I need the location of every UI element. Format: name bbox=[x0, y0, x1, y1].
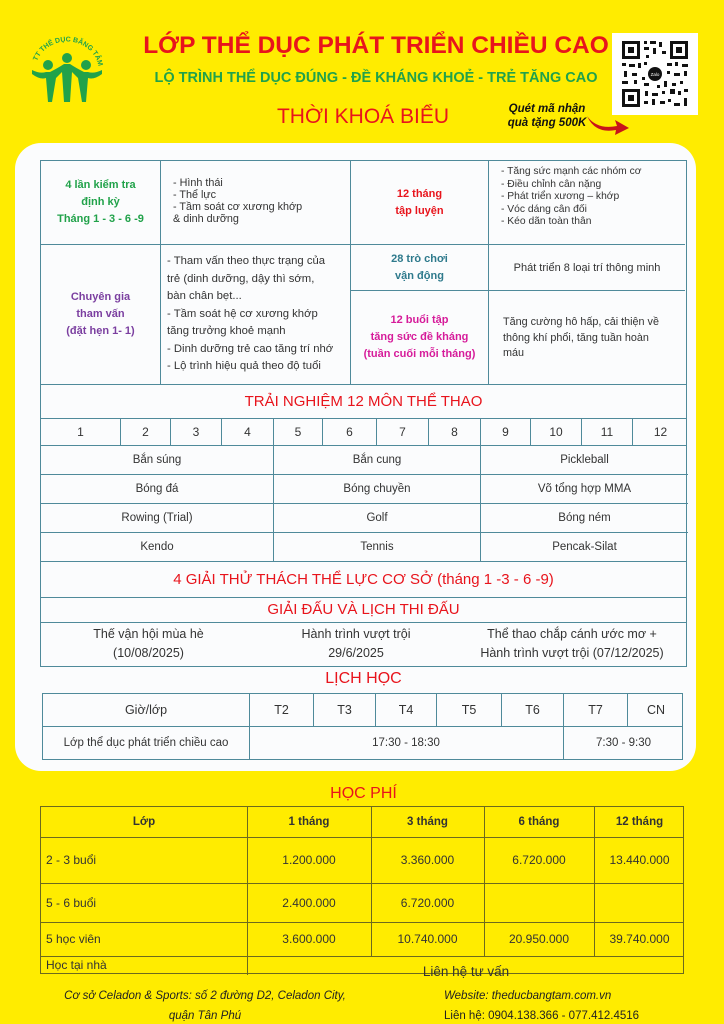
fees-title: HỌC PHÍ bbox=[330, 785, 397, 802]
month-cell: 5 bbox=[273, 418, 322, 445]
checkup-label-line: Tháng 1 - 3 - 6 -9 bbox=[57, 213, 144, 225]
day-header: T7 bbox=[563, 694, 627, 726]
month-cell: 11 bbox=[581, 418, 632, 445]
fee-col-divider bbox=[371, 807, 372, 956]
day-header: T4 bbox=[375, 694, 436, 726]
weekend-time-cell: 7:30 - 9:30 bbox=[596, 736, 651, 749]
qr-note-line2: quà tặng 500K bbox=[507, 116, 587, 129]
training-item: - Phát triển xương – khớp bbox=[501, 191, 620, 203]
month-cell: 10 bbox=[530, 418, 581, 445]
fee-price-cell bbox=[594, 883, 685, 922]
event-name: Hành trình vượt trội bbox=[301, 627, 411, 641]
training-label-line: tập luyện bbox=[395, 204, 444, 217]
class-schedule-title: LỊCH HỌC bbox=[325, 670, 402, 687]
sport-cell: Kendo bbox=[41, 532, 273, 561]
training-item: - Điều chỉnh cân nặng bbox=[501, 178, 602, 190]
month-cell: 3 bbox=[170, 418, 221, 445]
fee-price-cell: 1.200.000 bbox=[282, 853, 336, 867]
fee-class-cell: 2 - 3 buổi bbox=[46, 853, 97, 867]
checkup-item: - Tầm soát cơ xương khớp bbox=[173, 201, 303, 213]
resistance-desc-line: thông khí phổi, tăng tuần hoàn bbox=[503, 331, 649, 344]
address-line2: quận Tân Phú bbox=[168, 1010, 242, 1022]
sport-cell: Pencak-Silat bbox=[480, 532, 688, 561]
website-link[interactable]: Website: theducbangtam.com.vn bbox=[444, 990, 612, 1002]
expert-item: bàn chân bẹt... bbox=[167, 290, 242, 302]
checkup-items-cell bbox=[161, 161, 351, 245]
qr-promo-note bbox=[497, 103, 597, 130]
schedule-heading: THỜI KHOÁ BIỂU bbox=[276, 105, 450, 128]
fee-row-divider bbox=[41, 956, 683, 957]
month-cell: 2 bbox=[120, 418, 170, 445]
month-cell: 1 bbox=[77, 424, 84, 439]
sport-cell: Bóng đá bbox=[41, 474, 273, 503]
event-date: Hành trình vượt trội (07/12/2025) bbox=[480, 646, 664, 660]
features-grid bbox=[40, 160, 687, 385]
fee-grid bbox=[41, 807, 683, 979]
event-date: (10/08/2025) bbox=[113, 646, 184, 660]
training-item: - Vóc dáng cân đối bbox=[501, 203, 587, 215]
tournament-event bbox=[41, 625, 256, 663]
sports-title: TRẢI NGHIỆM 12 MÔN THỂ THAO bbox=[244, 393, 483, 410]
expert-label-line: tham vấn bbox=[76, 308, 125, 320]
fee-col-divider bbox=[594, 807, 595, 956]
expert-label-line: (đặt hẹn 1- 1) bbox=[66, 325, 135, 337]
expert-label-cell bbox=[41, 245, 161, 384]
fee-header-cell: 1 tháng bbox=[288, 816, 330, 828]
training-item: - Kéo dãn toàn thân bbox=[501, 216, 592, 228]
sport-cell: Pickleball bbox=[480, 445, 688, 474]
checkup-item: - Thể lực bbox=[173, 189, 217, 201]
arrow-icon bbox=[585, 112, 630, 136]
day-header: T6 bbox=[501, 694, 563, 726]
training-label bbox=[395, 186, 443, 220]
resistance-desc-line: máu bbox=[503, 347, 525, 359]
qr-code-icon bbox=[612, 33, 698, 115]
qr-code[interactable] bbox=[612, 33, 698, 115]
contact-phone[interactable]: Liên hệ: 0904.138.366 - 077.412.4516 bbox=[444, 1010, 640, 1022]
sports-section bbox=[40, 384, 687, 667]
class-schedule-table bbox=[42, 693, 683, 760]
event-date: 29/6/2025 bbox=[328, 646, 384, 660]
fee-row-divider bbox=[41, 837, 683, 838]
month-cell: 4 bbox=[221, 418, 273, 445]
games-label-line: 28 trò chơi bbox=[391, 252, 448, 265]
svg-text:TT THỂ DỤC BĂNG TÂM: TT THỂ DỤC BĂNG TÂM bbox=[32, 36, 104, 67]
fee-home-value: Liên hệ tư vấn bbox=[422, 964, 510, 979]
challenge-title: 4 GIẢI THỬ THÁCH THỂ LỰC CƠ SỞ (tháng 1 -3 - 6 -9) bbox=[173, 570, 554, 588]
address bbox=[40, 986, 370, 1024]
expert-items bbox=[167, 253, 350, 376]
month-cell: 7 bbox=[376, 418, 428, 445]
checkup-items bbox=[173, 177, 350, 225]
expert-label bbox=[66, 289, 134, 340]
games-description: Phát triển 8 loại trí thông minh bbox=[513, 261, 661, 274]
sport-cell: Rowing (Trial) bbox=[41, 503, 273, 532]
fee-price-cell: 39.740.000 bbox=[609, 932, 670, 946]
fees-table bbox=[40, 806, 684, 979]
page-title: LỚP THỂ DỤC PHÁT TRIỂN CHIỀU CAO bbox=[143, 32, 609, 59]
event-name: Thể thao chắp cánh ước mơ + bbox=[487, 627, 657, 641]
fee-header-cell: Lớp bbox=[132, 816, 156, 828]
sports-rows bbox=[41, 445, 686, 561]
contact-info bbox=[444, 986, 704, 1024]
resistance-label bbox=[364, 312, 476, 363]
resistance-label-line: 12 buổi tập bbox=[390, 314, 449, 326]
fee-price-cell: 10.740.000 bbox=[397, 932, 458, 946]
month-cell: 8 bbox=[428, 418, 480, 445]
expert-item: - Tham vấn theo thực trạng của bbox=[167, 255, 326, 267]
fee-price-cell bbox=[484, 883, 594, 922]
training-item: - Tăng sức mạnh các nhóm cơ bbox=[501, 166, 642, 177]
weekday-time-cell: 17:30 - 18:30 bbox=[372, 736, 440, 749]
month-cell: 9 bbox=[480, 418, 530, 445]
fee-price-cell: 13.440.000 bbox=[609, 853, 670, 867]
games-label-cell bbox=[351, 245, 489, 291]
expert-label-line: Chuyên gia bbox=[70, 291, 131, 303]
sport-cell: Bóng chuyền bbox=[273, 474, 480, 503]
expert-item: - Tầm soát hệ cơ xương khớp bbox=[167, 307, 318, 320]
fee-class-cell: 5 - 6 buổi bbox=[46, 895, 97, 910]
fee-price-cell: 3.600.000 bbox=[282, 932, 336, 946]
games-desc-cell bbox=[489, 245, 685, 291]
logo bbox=[26, 34, 108, 104]
checkup-label-line: định kỳ bbox=[81, 196, 120, 208]
checkup-label-line: 4 lần kiểm tra bbox=[65, 179, 136, 191]
checkup-label-cell bbox=[41, 161, 161, 245]
month-cell: 6 bbox=[322, 418, 376, 445]
sport-cell: Bắn súng bbox=[132, 453, 182, 466]
fee-price-cell: 20.950.000 bbox=[508, 932, 570, 946]
event-name: Thế vận hội mùa hè bbox=[93, 627, 204, 641]
fee-row-divider bbox=[41, 922, 683, 923]
checkup-label bbox=[57, 177, 144, 228]
qr-note-line1: Quét mã nhận bbox=[508, 103, 586, 115]
day-header: CN bbox=[627, 694, 684, 726]
resistance-desc-line: Tăng cường hô hấp, cải thiện về bbox=[503, 316, 659, 328]
schedule-header-label: Giờ/lớp bbox=[124, 703, 168, 717]
tournament-event bbox=[256, 625, 456, 663]
fee-col-divider bbox=[484, 807, 485, 956]
games-label bbox=[391, 251, 448, 285]
training-label-cell bbox=[351, 161, 489, 245]
expert-item: tăng trưởng khoẻ mạnh bbox=[167, 325, 286, 337]
month-cell: 12 bbox=[632, 418, 688, 445]
fee-col-divider bbox=[247, 807, 248, 975]
training-label-line: 12 tháng bbox=[396, 187, 443, 200]
sport-cell: Golf bbox=[273, 503, 480, 532]
fee-class-cell: 5 học viên bbox=[46, 932, 101, 946]
fee-price-cell: 6.720.000 bbox=[400, 895, 455, 910]
day-header: T3 bbox=[313, 694, 375, 726]
address-line1: Cơ sở Celadon & Sports: số 2 đường D2, Celadon City, bbox=[64, 990, 346, 1002]
checkup-item: & dinh dưỡng bbox=[173, 213, 239, 225]
expert-item: - Dinh dưỡng trẻ cao tăng trí nhớ bbox=[167, 342, 334, 355]
fee-header-cell: 3 tháng bbox=[407, 816, 448, 828]
games-label-line: vận động bbox=[395, 269, 444, 282]
expert-item: trẻ (dinh dưỡng, dậy thì sớm, bbox=[167, 272, 315, 285]
fee-price-cell: 3.360.000 bbox=[400, 853, 455, 867]
class-name-cell: Lớp thể dục phát triển chiều cao bbox=[63, 736, 229, 749]
resistance-label-line: (tuần cuối mỗi tháng) bbox=[363, 348, 476, 360]
fee-row-divider bbox=[41, 883, 683, 884]
sport-cell: Bắn cung bbox=[273, 445, 480, 474]
sport-cell: Võ tổng hợp MMA bbox=[480, 474, 688, 503]
resistance-desc-cell bbox=[489, 291, 685, 384]
sport-cell: Tennis bbox=[273, 532, 480, 561]
checkup-item: - Hình thái bbox=[173, 177, 223, 189]
expert-item: - Lộ trình hiệu quả theo độ tuổi bbox=[167, 360, 321, 372]
sport-cell: Bóng ném bbox=[480, 503, 688, 532]
resistance-description bbox=[503, 315, 685, 362]
tournaments-title: GIẢI ĐẤU VÀ LỊCH THI ĐẤU bbox=[267, 601, 460, 618]
tournament-events bbox=[41, 625, 686, 665]
training-items bbox=[501, 166, 685, 229]
fee-header-cell: 6 tháng bbox=[518, 816, 560, 828]
fee-price-cell: 6.720.000 bbox=[512, 853, 566, 867]
expert-items-cell bbox=[161, 245, 351, 384]
day-header: T5 bbox=[436, 694, 501, 726]
fee-home-label: Học tại nhà bbox=[46, 957, 107, 972]
day-header: T2 bbox=[249, 694, 313, 726]
resistance-label-cell bbox=[351, 291, 489, 384]
fee-price-cell: 2.400.000 bbox=[282, 895, 336, 910]
resistance-label-line: tăng sức đề kháng bbox=[370, 331, 469, 343]
training-items-cell bbox=[489, 161, 685, 245]
fee-header-cell: 12 tháng bbox=[615, 816, 664, 828]
months-row bbox=[41, 418, 686, 445]
schedule-header-row bbox=[43, 694, 682, 726]
people-logo-icon bbox=[26, 34, 108, 104]
tournament-event bbox=[456, 625, 688, 663]
page-subtitle: LỘ TRÌNH THỂ DỤC ĐÚNG - ĐỀ KHÁNG KHOẺ - TRẺ TĂNG CAO bbox=[154, 70, 598, 86]
svg-text:Zalo: Zalo bbox=[650, 72, 660, 77]
